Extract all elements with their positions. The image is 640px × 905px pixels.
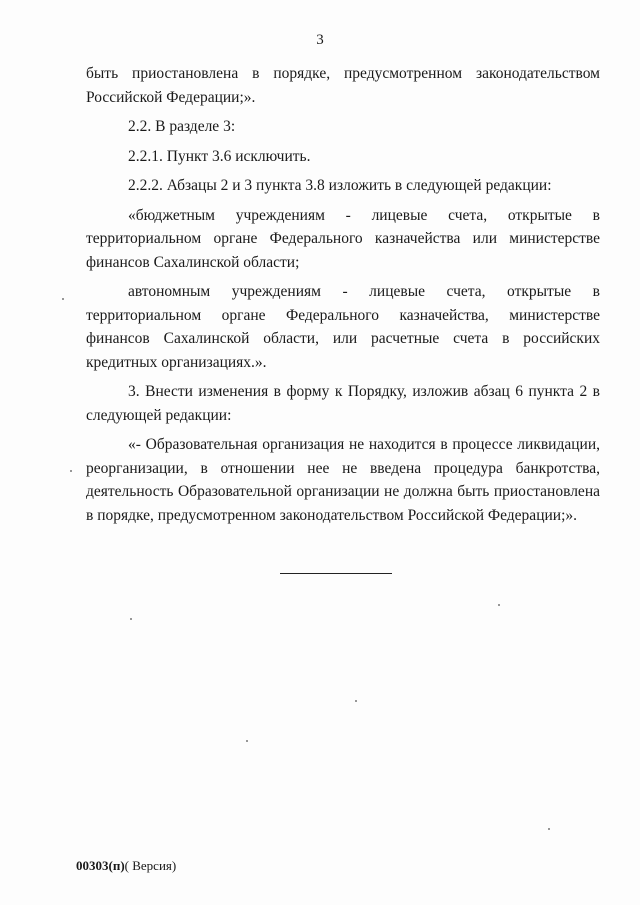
paragraph-section-2-2: 2.2. В разделе 3: xyxy=(128,118,236,135)
paragraph-2-2-1: 2.2.1. Пункт 3.6 исключить. xyxy=(128,147,311,165)
footer-version: ( Версия) xyxy=(124,858,177,873)
scan-speck xyxy=(355,700,357,702)
paragraph-2-2-2: 2.2.2. Абзацы 2 и 3 пункта 3.8 изложить в следующей редакции: xyxy=(128,177,552,194)
scan-speck xyxy=(498,604,500,606)
scan-speck xyxy=(130,618,132,620)
page-number: 3 xyxy=(316,32,324,48)
scan-speck xyxy=(62,298,64,300)
paragraph-budget-institutions: «бюджетным учреждениям - лицевые счета, открытые в территориальном органе Федерального казначейства или министерстве финансов Сахалинской области; xyxy=(86,206,600,271)
paragraph-quoted-amendment: «- Образовательная организация не находится в процессе ликвидации, реорганизации, в отношении нее не введена процедура банкротства, деятельность Образовательной организации не должна быть приостановлена в порядке, предусмотренном законодательством Российской Федерации;». xyxy=(86,436,600,524)
scan-speck xyxy=(246,740,248,742)
paragraph-continuation: быть приостановлена в порядке, предусмотренном законодательством Российской Федерации;». xyxy=(86,65,600,106)
paragraph-item-3: 3. Внести изменения в форму к Порядку, изложив абзац 6 пункта 2 в следующей редакции: xyxy=(86,383,600,424)
scan-speck xyxy=(548,828,550,830)
footer-document-code xyxy=(76,858,176,874)
paragraph-autonomous-institutions: автономным учреждениям - лицевые счета, открытые в территориальном органе Федерального казначейства, министерстве финансов Сахалинской области, или расчетные счета в российских кредитных организациях.». xyxy=(86,283,600,371)
end-divider-line xyxy=(280,573,392,574)
scan-speck xyxy=(70,470,72,472)
document-body xyxy=(86,62,600,527)
footer-code: 00303(п) xyxy=(76,858,125,873)
